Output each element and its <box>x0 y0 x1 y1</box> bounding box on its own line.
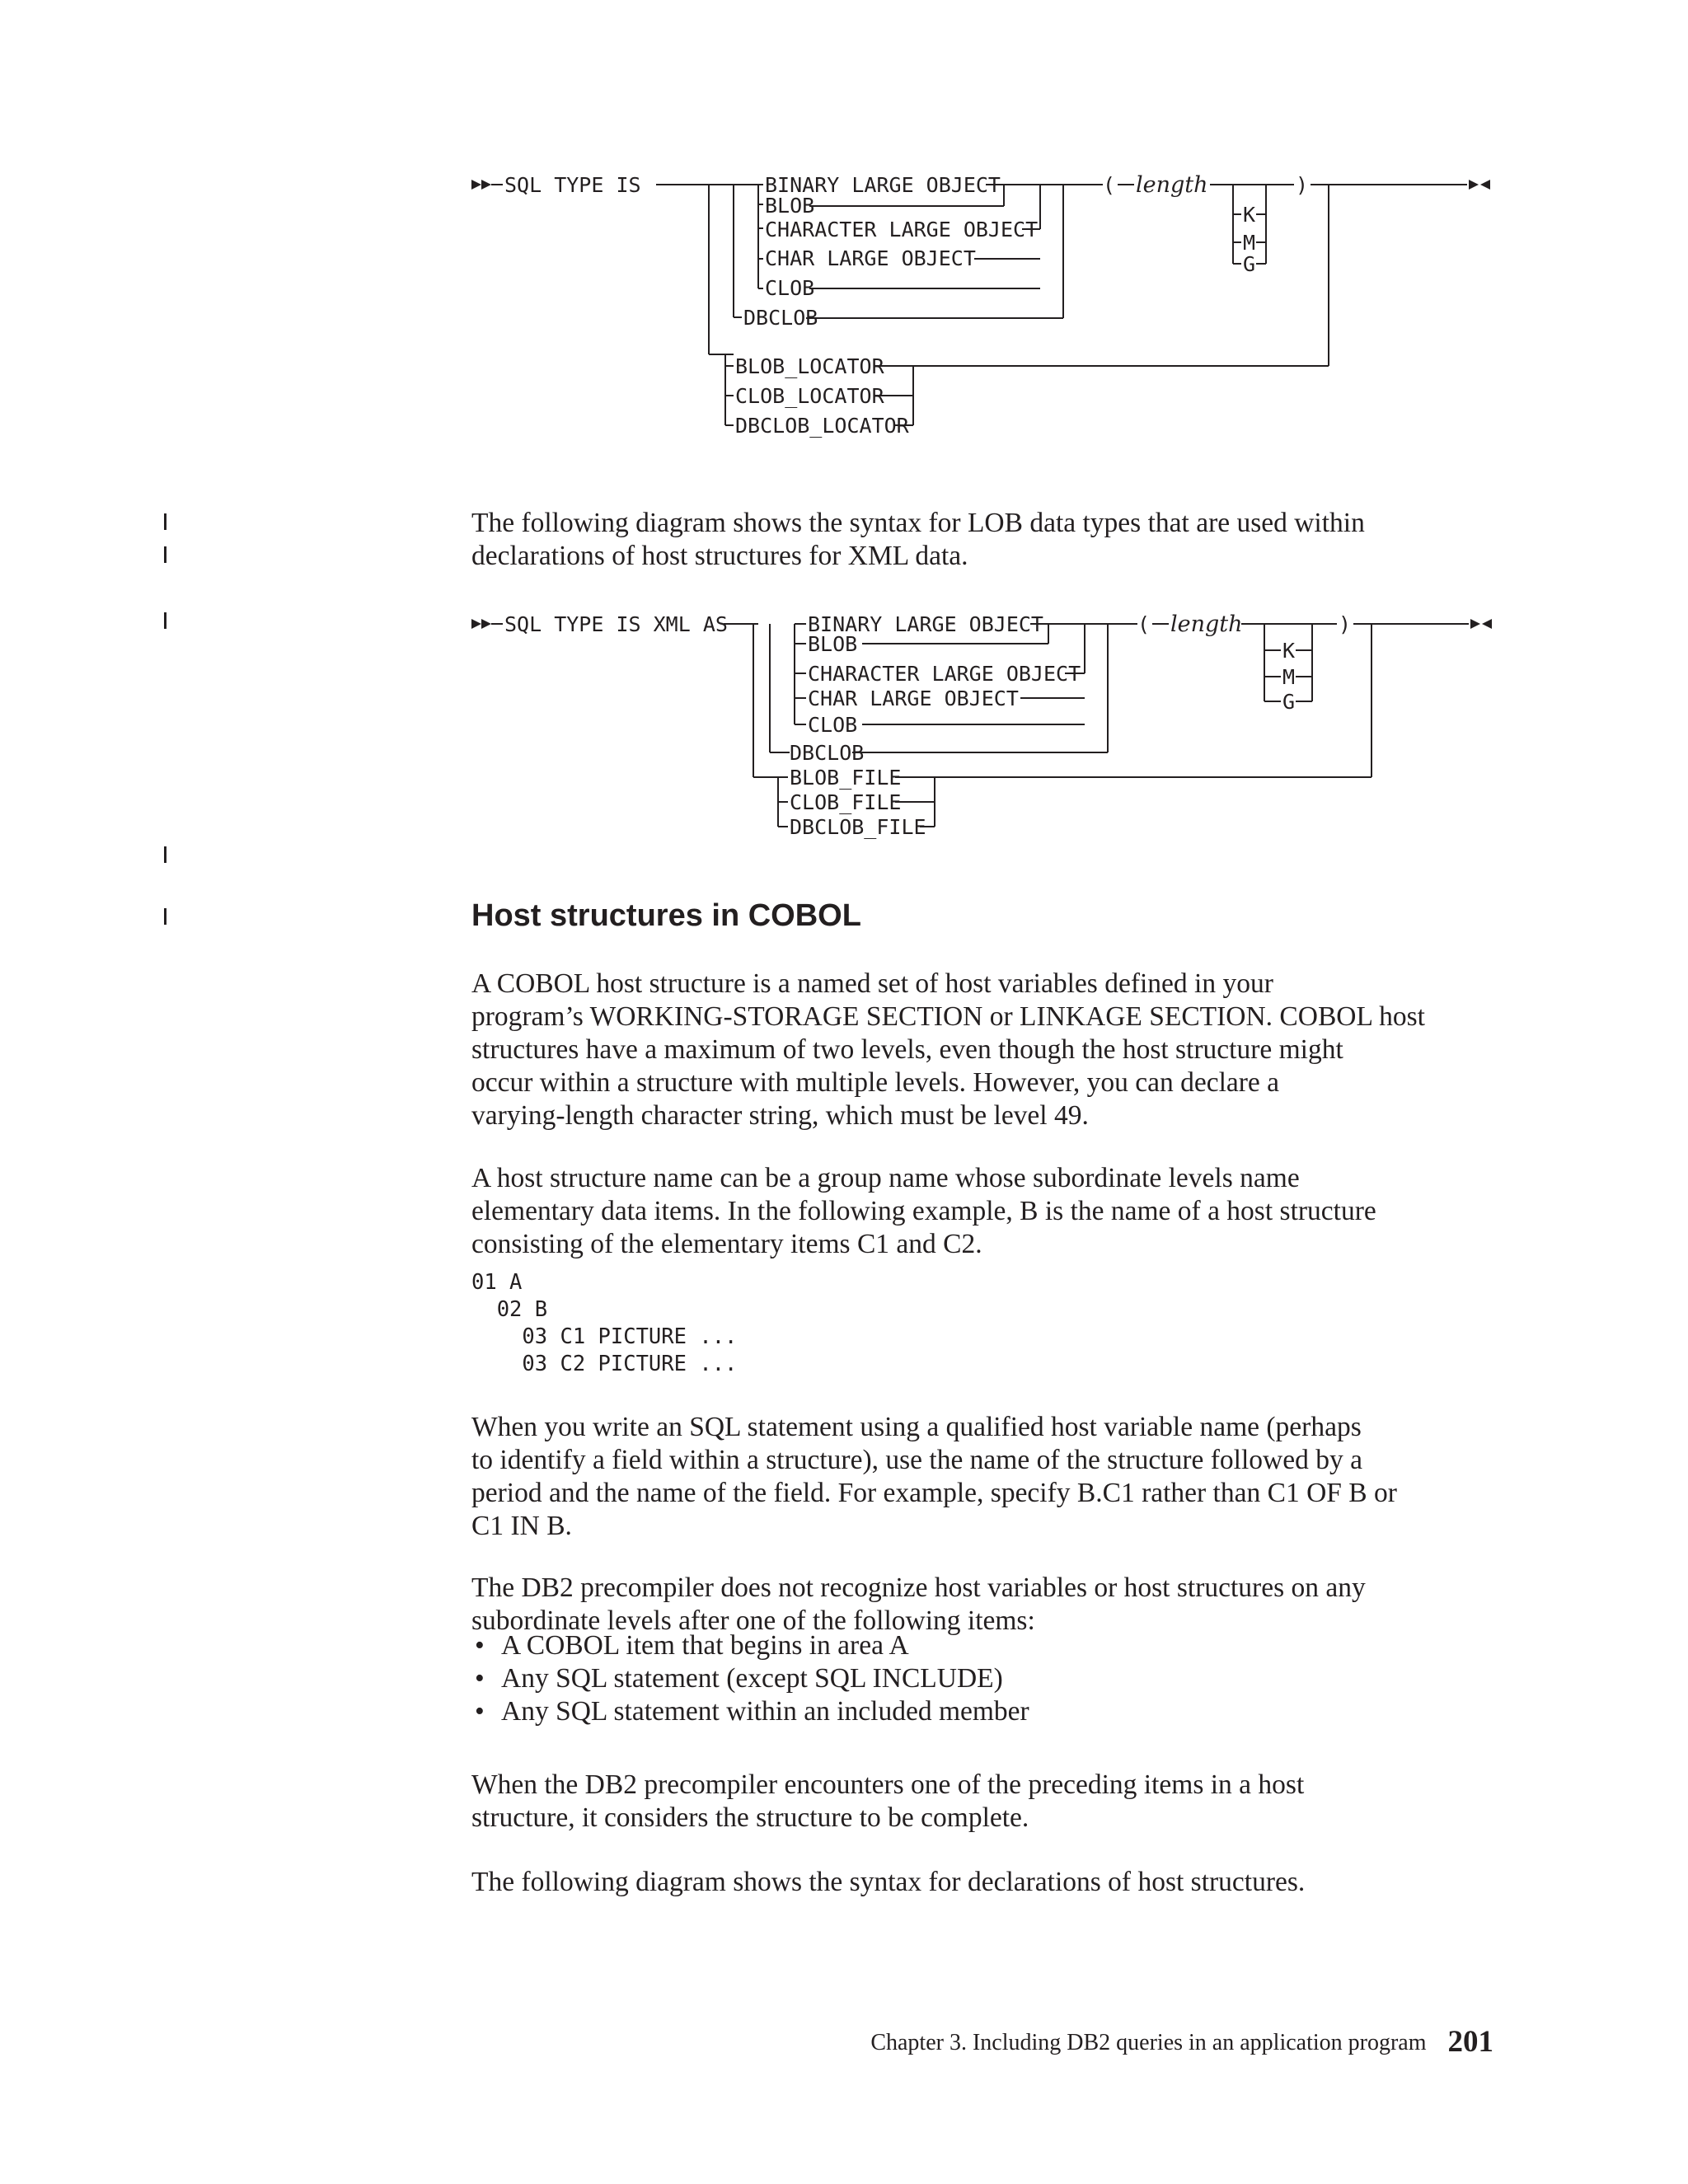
syntax-file-option: DBCLOB_FILE <box>790 815 926 839</box>
paragraph-line: C1 IN B. <box>471 1511 572 1541</box>
paragraph-3 <box>471 1411 1510 1543</box>
paragraph-line: structures have a maximum of two levels, even though the host structure might <box>471 1034 1343 1065</box>
syntax-file-option: BLOB_FILE <box>790 766 902 790</box>
syntax-locator: CLOB_LOCATOR <box>735 384 884 408</box>
syntax-unit: K <box>1243 203 1256 227</box>
paragraph-5 <box>471 1769 1510 1835</box>
list-item <box>471 1695 1029 1728</box>
syntax-locator: DBCLOB_LOCATOR <box>735 414 909 438</box>
paragraph-line: A host structure name can be a group name whose subordinate levels name <box>471 1163 1300 1193</box>
revision-bar <box>164 513 166 530</box>
section-title: Host structures in COBOL <box>471 898 861 933</box>
syntax-unit: M <box>1282 665 1296 689</box>
syntax-length-variable: length <box>1136 172 1208 198</box>
page-footer <box>870 2026 1493 2060</box>
paragraph-line: When the DB2 precompiler encounters one of the preceding items in a host <box>471 1769 1305 1800</box>
paragraph-line: period and the name of the field. For example, specify B.C1 rather than C1 OF B or <box>471 1478 1397 1508</box>
bullet-glyph: • <box>475 1630 485 1661</box>
paragraph-line: The DB2 precompiler does not recognize host variables or host structures on any <box>471 1572 1366 1603</box>
syntax-option: CHARACTER LARGE OBJECT <box>808 662 1081 686</box>
syntax-option: DBCLOB <box>790 741 865 765</box>
end-arrow <box>1482 619 1492 629</box>
syntax-keyword-start: SQL TYPE IS XML AS <box>504 612 728 636</box>
paragraph-4 <box>471 1572 1510 1638</box>
revision-bar <box>164 612 166 629</box>
syntax-unit: K <box>1282 639 1296 663</box>
paragraph-line: to identify a field within a structure), use the name of the structure followed by a <box>471 1445 1362 1475</box>
syntax-keyword-start: SQL TYPE IS <box>504 173 641 197</box>
paragraph-line: consisting of the elementary items C1 and C2. <box>471 1229 982 1259</box>
paragraph-2 <box>471 1162 1510 1261</box>
paragraph-intro-xml <box>471 507 1510 573</box>
list-item-text: A COBOL item that begins in area A <box>501 1630 909 1661</box>
syntax-unit: G <box>1243 252 1256 276</box>
code-line: 03 C1 PICTURE ... <box>471 1324 738 1349</box>
paragraph-line: A COBOL host structure is a named set of host variables defined in your <box>471 968 1273 999</box>
syntax-option: CHAR LARGE OBJECT <box>765 246 976 270</box>
start-arrow <box>481 619 491 629</box>
syntax-option: BINARY LARGE OBJECT <box>765 173 1001 197</box>
end-arrow <box>1469 180 1479 190</box>
syntax-unit: M <box>1243 231 1256 255</box>
syntax-option: BLOB <box>765 194 815 218</box>
syntax-option: CLOB <box>808 713 858 737</box>
syntax-unit: G <box>1282 690 1296 714</box>
paragraph-1 <box>471 968 1510 1132</box>
code-line: 01 A <box>471 1270 523 1295</box>
paragraph-line: elementary data items. In the following example, B is the name of a host structure <box>471 1196 1376 1226</box>
code-example <box>471 1269 737 1378</box>
paragraph-line: The following diagram shows the syntax for LOB data types that are used within <box>471 508 1365 538</box>
syntax-option: CHARACTER LARGE OBJECT <box>765 218 1039 241</box>
syntax-open-paren: ( <box>1137 612 1151 636</box>
code-line: 03 C2 PICTURE ... <box>471 1352 738 1376</box>
start-arrow <box>481 180 491 190</box>
paragraph-line: subordinate levels after one of the following items: <box>471 1605 1035 1636</box>
syntax-option: CHAR LARGE OBJECT <box>808 687 1019 710</box>
revision-bar <box>164 908 166 925</box>
paragraph-line: declarations of host structures for XML data. <box>471 541 968 571</box>
start-arrow <box>471 619 481 629</box>
syntax-option: BLOB <box>808 632 858 656</box>
bullet-list <box>471 1629 1029 1728</box>
revision-bar <box>164 546 166 563</box>
footer-chapter: Chapter 3. Including DB2 queries in an application program <box>870 2030 1427 2055</box>
list-item-text: Any SQL statement within an included member <box>501 1696 1029 1727</box>
syntax-diagram-xml <box>462 606 1517 853</box>
paragraph-line: occur within a structure with multiple levels. However, you can declare a <box>471 1067 1280 1098</box>
list-item-text: Any SQL statement (except SQL INCLUDE) <box>501 1663 1003 1694</box>
page-number: 201 <box>1447 2025 1493 2059</box>
list-item <box>471 1662 1029 1695</box>
list-item <box>471 1629 1029 1662</box>
paragraph-line: The following diagram shows the syntax for declarations of host structures. <box>471 1867 1306 1897</box>
end-arrow <box>1470 619 1480 629</box>
syntax-close-paren: ) <box>1339 612 1352 636</box>
syntax-diagram-lob <box>462 165 1517 445</box>
syntax-option: BINARY LARGE OBJECT <box>808 612 1043 636</box>
paragraph-line: structure, it considers the structure to be complete. <box>471 1802 1029 1833</box>
syntax-diagram-xml-svg <box>462 606 1517 853</box>
syntax-length-variable: length <box>1170 612 1243 637</box>
revision-bar <box>164 846 166 863</box>
syntax-close-paren: ) <box>1296 173 1309 197</box>
bullet-glyph: • <box>475 1696 485 1727</box>
paragraph-line: program’s WORKING-STORAGE SECTION or LINKAGE SECTION. COBOL host <box>471 1001 1425 1032</box>
bullet-glyph: • <box>475 1663 485 1694</box>
syntax-option: DBCLOB <box>743 306 818 330</box>
syntax-option: CLOB <box>765 276 815 300</box>
syntax-open-paren: ( <box>1103 173 1116 197</box>
code-line: 02 B <box>471 1297 548 1322</box>
start-arrow <box>471 180 481 190</box>
paragraph-line: When you write an SQL statement using a qualified host variable name (perhaps <box>471 1412 1362 1442</box>
syntax-diagram-lob-svg <box>462 165 1517 445</box>
end-arrow <box>1480 180 1490 190</box>
paragraph-6 <box>471 1866 1510 1899</box>
syntax-file-option: CLOB_FILE <box>790 790 902 814</box>
paragraph-line: varying-length character string, which must be level 49. <box>471 1100 1089 1131</box>
syntax-locator: BLOB_LOCATOR <box>735 354 884 378</box>
